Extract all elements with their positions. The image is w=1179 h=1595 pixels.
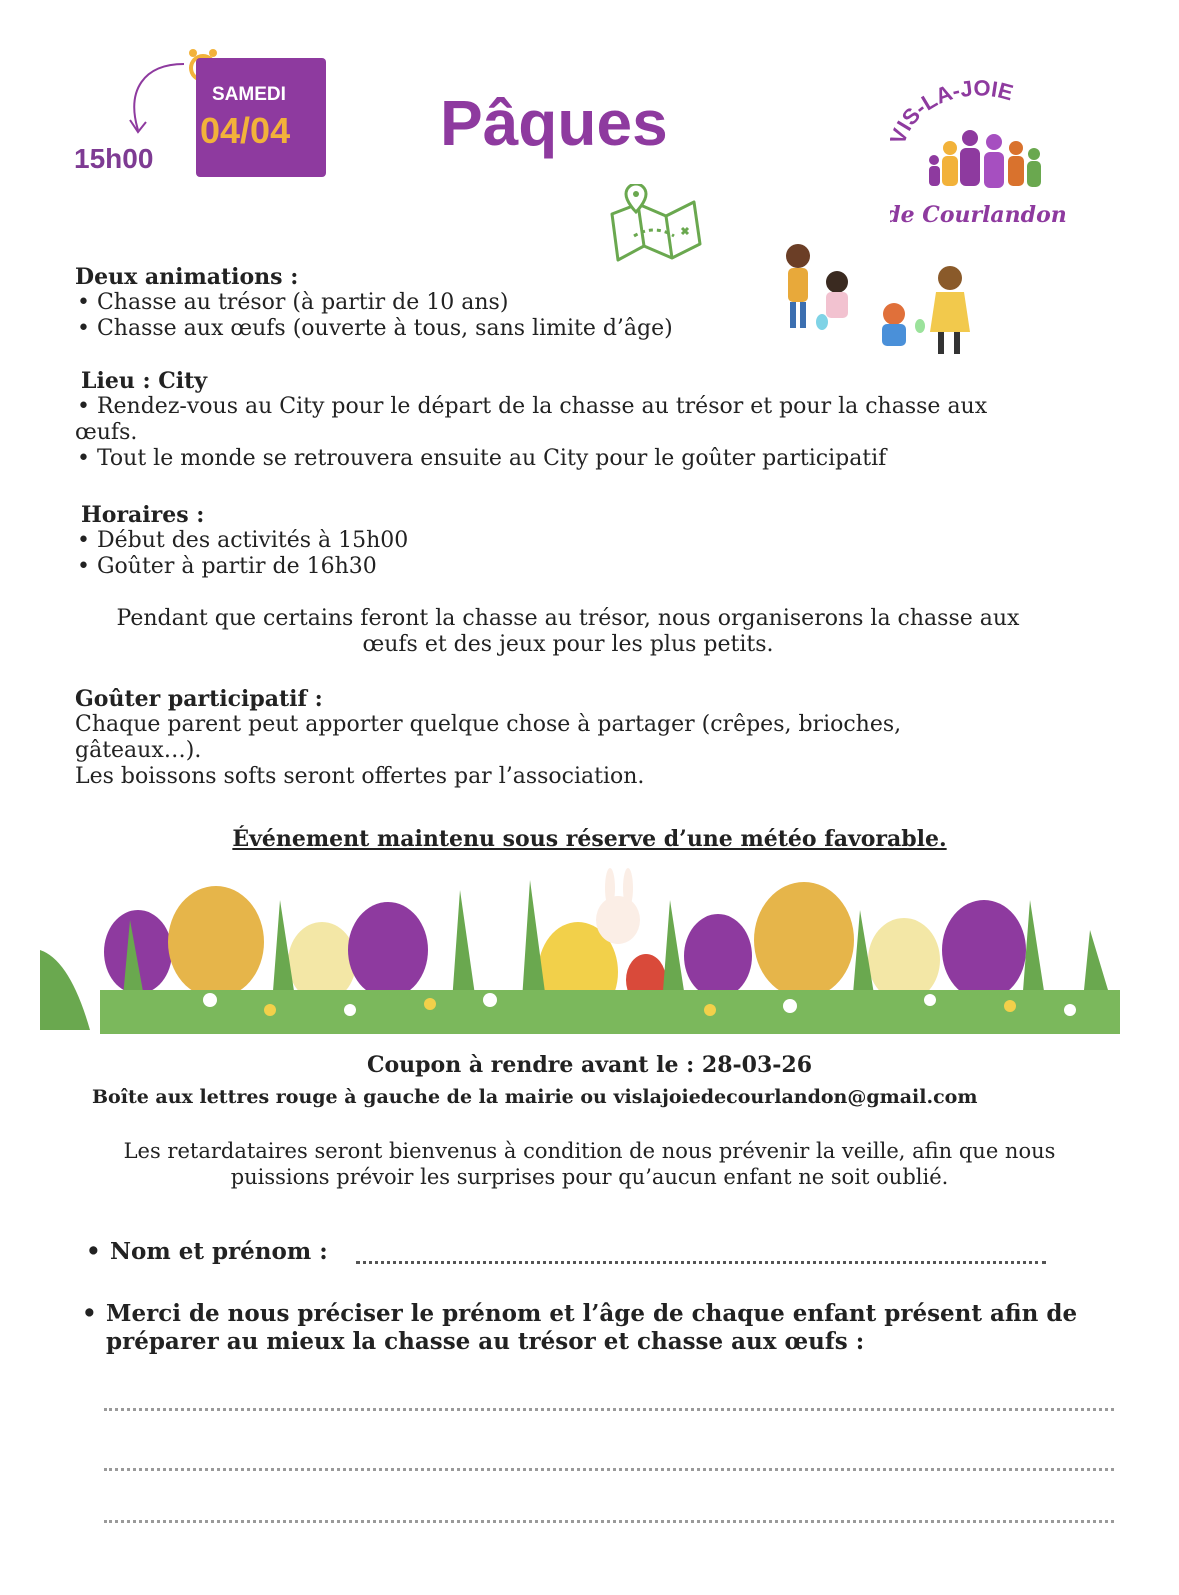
logo-bottom-text: de Courlandon	[890, 202, 1067, 228]
pendant-paragraph	[0, 606, 1136, 658]
gouter-line: Les boissons softs seront offertes par l’association.	[75, 764, 645, 789]
logo-top-text: IS-LA-JOIE	[891, 76, 1016, 135]
bullet: •	[86, 1238, 101, 1265]
pendant-line: Pendant que certains feront la chasse au trésor, nous organiserons la chasse aux	[116, 606, 1020, 631]
coupon-subtitle: Boîte aux lettres rouge à gauche de la mairie ou vislajoiedecourlandon@gmail.com	[92, 1086, 978, 1108]
name-field-label	[86, 1238, 328, 1265]
coupon-title: Coupon à rendre avant le : 28-03-26	[366, 1052, 813, 1078]
name-input-line[interactable]	[356, 1260, 1046, 1264]
horaires-item: • Début des activités à 15h00	[77, 528, 409, 553]
date-day: SAMEDI	[212, 84, 286, 105]
event-time: 15h00	[74, 143, 154, 174]
late-line: puissions prévoir les surprises pour qu’aucun enfant ne soit oublié.	[230, 1165, 949, 1189]
date-number: 04/04	[200, 110, 291, 151]
animations-item: • Chasse au trésor (à partir de 10 ans)	[77, 290, 509, 315]
late-line: Les retardataires seront bienvenus à condition de nous prévenir la veille, afin que nous	[123, 1139, 1056, 1163]
children-label-line: préparer au mieux la chasse au trésor et chasse aux œufs :	[106, 1328, 865, 1355]
gouter-heading: Goûter participatif :	[75, 686, 323, 712]
lieu-section	[75, 368, 987, 472]
horaires-heading: Horaires :	[81, 502, 205, 528]
horaires-section	[75, 502, 408, 580]
horaires-item: • Goûter à partir de 16h30	[77, 554, 377, 579]
curved-arrow-icon	[124, 60, 194, 140]
lieu-item: • Tout le monde se retrouvera ensuite au City pour le goûter participatif	[77, 446, 887, 471]
lieu-item: • Rendez-vous au City pour le départ de la chasse au trésor et pour la chasse aux	[77, 394, 988, 419]
date-badge	[196, 58, 326, 177]
pendant-line: œufs et des jeux pour les plus petits.	[362, 632, 774, 657]
children-input-line[interactable]	[104, 1520, 1114, 1523]
easter-eggs-grass-banner	[30, 860, 1150, 1040]
gouter-line: gâteaux…).	[75, 738, 202, 763]
bullet: •	[82, 1300, 97, 1327]
gouter-section	[75, 686, 901, 790]
lieu-item: œufs.	[75, 420, 138, 445]
page-title: Pâques	[440, 87, 668, 159]
weather-warning: Événement maintenu sous réserve d’une météo favorable.	[232, 826, 947, 852]
children-illustration	[782, 242, 982, 367]
late-notice	[0, 1138, 1179, 1190]
name-label-text: Nom et prénom :	[110, 1238, 328, 1265]
children-input-line[interactable]	[104, 1408, 1114, 1411]
animations-item: • Chasse aux œufs (ouverte à tous, sans limite d’âge)	[77, 316, 673, 341]
children-input-line[interactable]	[104, 1468, 1114, 1471]
logo-graphic	[890, 76, 1070, 236]
lieu-heading: Lieu : City	[81, 368, 208, 394]
children-label-line: Merci de nous préciser le prénom et l’âge de chaque enfant présent afin de	[106, 1300, 1078, 1327]
treasure-map-icon	[604, 184, 704, 274]
association-logo	[890, 76, 1070, 236]
gouter-line: Chaque parent peut apporter quelque chose à partager (crêpes, brioches,	[75, 712, 902, 737]
animations-section	[75, 264, 673, 342]
children-field-label	[82, 1300, 1077, 1356]
animations-heading: Deux animations :	[75, 264, 299, 290]
